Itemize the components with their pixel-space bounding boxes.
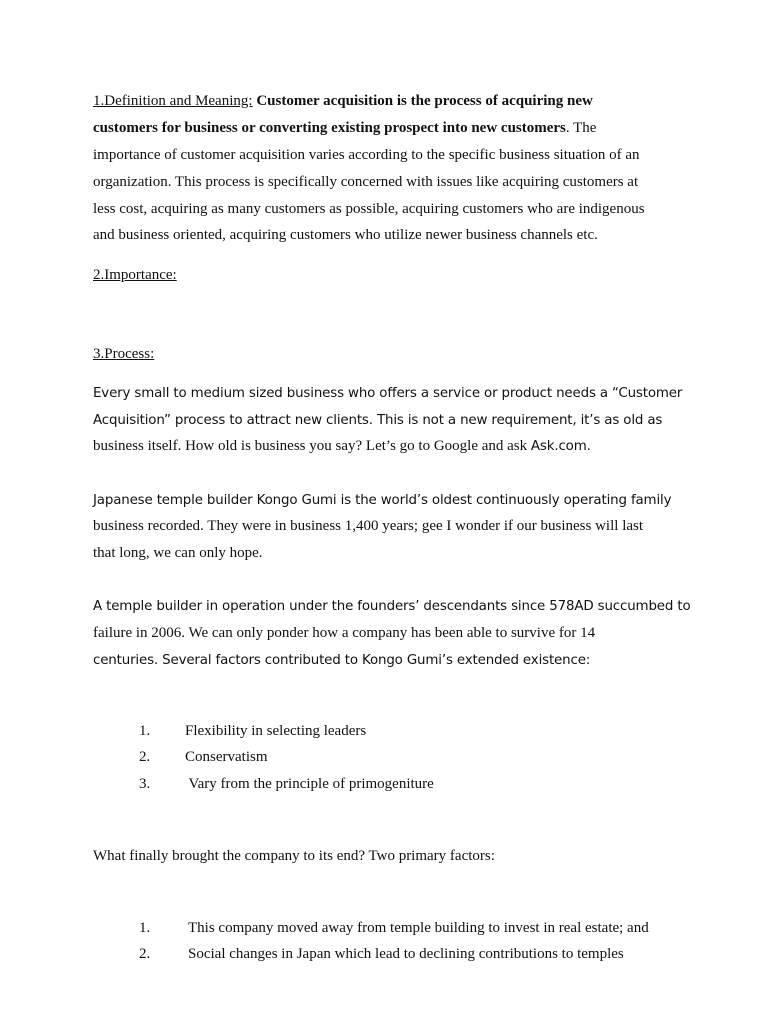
askcom-link-text: Ask.com.	[530, 439, 591, 454]
factor-text: Conservatism	[185, 749, 268, 765]
factor-list-item	[139, 771, 434, 798]
end-factor-list-item	[139, 915, 649, 942]
definition-line-1	[93, 88, 693, 115]
definition-line-5: less cost, acquiring as many customers as possible, acquiring customers who are indigenous	[93, 201, 645, 217]
importance-heading: 2.Importance:	[93, 267, 177, 283]
definition-bold-lead-2: customers for business or converting existing prospect into new customers	[93, 120, 566, 136]
definition-line-6: and business oriented, acquiring customers who utilize newer business channels etc.	[93, 227, 598, 243]
definition-line-4: organization. This process is specifically concerned with issues like acquiring customers at	[93, 174, 639, 190]
definition-bold-lead-1: Customer acquisition is the process of acquiring new	[256, 93, 593, 109]
factor-number: 3.	[139, 776, 151, 792]
process-para1-line-1: Every small to medium sized business who offers a service or product needs a “Customer	[93, 386, 683, 401]
definition-line-2	[93, 115, 693, 142]
process-para1-line-2: Acquisition” process to attract new clients. This is not a new requirement, it’s as old as	[93, 413, 663, 428]
factor-number: 1.	[139, 723, 151, 739]
process-para2-line-3: that long, we can only hope.	[93, 545, 263, 561]
process-para1-line-3	[93, 433, 693, 460]
end-factor-text: This company moved away from temple building to invest in real estate; and	[188, 920, 649, 936]
factor-text: Vary from the principle of primogeniture	[185, 776, 434, 792]
importance-heading-line	[93, 262, 693, 289]
end-factor-number: 2.	[139, 946, 151, 962]
process-heading: 3.Process:	[93, 346, 155, 362]
definition-after-bold: . The	[565, 120, 597, 136]
document-page	[93, 0, 693, 1024]
process-para1-line-3-text: business itself. How old is business you say? Let’s go to Google and ask	[93, 438, 531, 454]
factor-list-item	[139, 718, 366, 745]
factor-list-item	[139, 744, 268, 771]
end-factor-list-item	[139, 941, 624, 968]
factor-text: Flexibility in selecting leaders	[185, 723, 367, 739]
definition-heading: 1.Definition and Meaning:	[93, 93, 253, 109]
process-para3-line-3: centuries. Several factors contributed to Kongo Gumi’s extended existence:	[93, 653, 591, 668]
process-heading-line	[93, 341, 693, 368]
end-factor-text: Social changes in Japan which lead to declining contributions to temples	[188, 946, 624, 962]
definition-line-3: importance of customer acquisition varies according to the specific business situation of an	[93, 147, 640, 163]
end-question: What finally brought the company to its end? Two primary factors:	[93, 848, 495, 864]
process-para3-line-1: A temple builder in operation under the founders’ descendants since 578AD succumbed to	[93, 599, 691, 614]
process-para3-line-2: failure in 2006. We can only ponder how a company has been able to survive for 14	[93, 625, 596, 641]
end-factor-number: 1.	[139, 920, 151, 936]
factor-number: 2.	[139, 749, 151, 765]
process-para2-line-2: business recorded. They were in business 1,400 years; gee I wonder if our business will last	[93, 518, 644, 534]
process-para2-line-1: Japanese temple builder Kongo Gumi is the world’s oldest continuously operating family	[93, 493, 672, 508]
